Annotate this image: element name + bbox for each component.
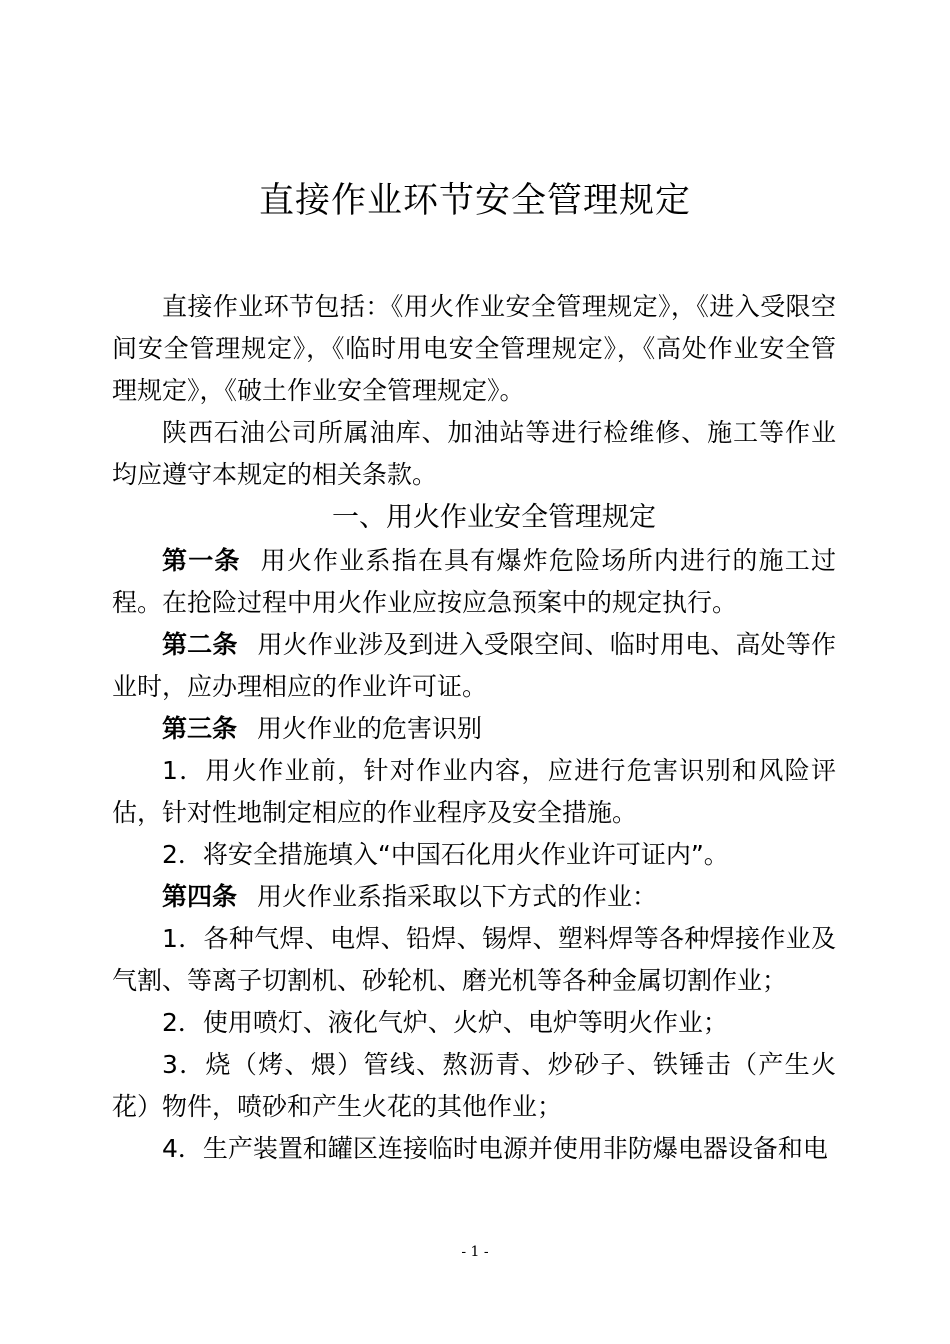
article-2	[112, 624, 836, 708]
article-text: 用火作业系指在具有爆炸危险场所内进行的施工过程。在抢险过程中用火作业应按应急预案中的规定执行。	[112, 546, 836, 617]
section-heading: 一、用火作业安全管理规定	[332, 502, 656, 533]
article-text: 用火作业的危害识别	[257, 714, 483, 743]
article-3	[112, 708, 836, 750]
list-item: 2．使用喷灯、液化气炉、火炉、电炉等明火作业；	[162, 1008, 728, 1037]
list-item: 1．用火作业前，针对作业内容，应进行危害识别和风险评估，针对性地制定相应的作业程序及安全措施。	[112, 756, 836, 827]
page-number: - 1 -	[461, 1244, 489, 1260]
document-body	[112, 286, 836, 1170]
intro-paragraph: 直接作业环节包括：《用火作业安全管理规定》，《进入受限空间安全管理规定》，《临时用电安全管理规定》，《高处作业安全管理规定》，《破土作业安全管理规定》。	[112, 292, 836, 405]
article-label: 第三条	[162, 714, 238, 743]
list-item: 3．烧（烤、煨）管线、熬沥青、炒砂子、铁锤击（产生火花）物件，喷砂和产生火花的其他作业；	[112, 1050, 836, 1121]
article-label: 第一条	[162, 546, 241, 575]
intro-paragraph: 陕西石油公司所属油库、加油站等进行检维修、施工等作业均应遵守本规定的相关条款。	[112, 418, 836, 489]
article-text: 用火作业系指采取以下方式的作业：	[257, 882, 658, 911]
document-title: 直接作业环节安全管理规定	[258, 181, 691, 221]
article-text: 用火作业涉及到进入受限空间、临时用电、高处等作业时，应办理相应的作业许可证。	[112, 630, 836, 701]
list-item: 2．将安全措施填入“中国石化用火作业许可证内”。	[162, 840, 729, 869]
article-label: 第四条	[162, 882, 238, 911]
article-4	[112, 876, 836, 918]
article-label: 第二条	[162, 630, 238, 659]
list-item: 4．生产装置和罐区连接临时电源并使用非防爆电器设备和电	[162, 1134, 828, 1163]
list-item: 1．各种气焊、电焊、铅焊、锡焊、塑料焊等各种焊接作业及气割、等离子切割机、砂轮机、磨光机等各种金属切割作业；	[112, 924, 836, 995]
article-1	[112, 540, 836, 624]
